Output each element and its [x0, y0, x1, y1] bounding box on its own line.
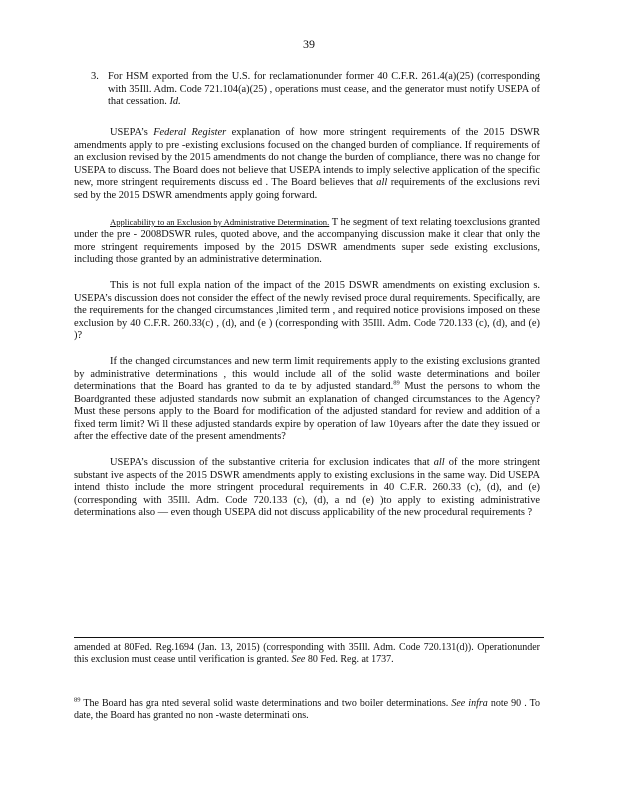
list-item-3	[91, 71, 540, 109]
footnote-divider	[74, 637, 544, 638]
paragraph-substantive-criteria: USEPA’s discussion of the substantive criteria for exclusion indicates that all of the more stringent substant ive aspects of the 2015 DSWR amendments apply to existing exclusions in the same way. Did USEPA intend thisto include the more stringent procedural requirements in 40 C.F.R. 260.33 (c), (d), and (e) (corresponding with 35Ill. Adm. Code 720.133 (c), (d), a nd (e) )to apply to existing administrative determinations also — even though USEPA did not discuss applicability of the new procedural requirements ?	[74, 457, 541, 519]
paragraph-impact: This is not full expla nation of the impact of the 2015 DSWR amendments on existing exclusion s. USEPA’s discussion does not consider the effect of the newly revised proce dural requirements. Specifically, are the requirements for the changed circumstances ,limited term , and required notice provisions imposed on these exclusion by 40 C.F.R. 260.33(c) , (d), and (e ) (corresponding with 35Ill. Adm. Code 720.133 (c), (d), and (e) )?	[74, 279, 540, 342]
main-text	[74, 127, 540, 533]
emphasis-all: all	[433, 457, 445, 469]
federal-register-title: Federal Register	[153, 127, 227, 138]
section-heading: Applicability to an Exclusion by Administrative Determination.	[110, 216, 330, 227]
footnote-continuation: amended at 80Fed. Reg.1694 (Jan. 13, 2015) (corresponding with 35Ill. Adm. Code 720.131(d)). Operationunder this exclusion must cease until verification is granted. See 80 Fed. Reg. at 1737.	[74, 642, 540, 666]
footnote-ref-89[interactable]: 89	[393, 379, 400, 387]
footnote-number: 89	[74, 696, 81, 704]
citation-id: Id.	[169, 96, 181, 108]
emphasis-all: all	[376, 177, 388, 189]
signal-see-infra: See infra	[451, 698, 488, 709]
paragraph-federal-register: USEPA’s Federal Register explanation of how more stringent requirements of the 2015 DSWR amendments apply to pre -existing exclusions focused on the changed burden of compliance. If requirements of an exclusion revised by the 2015 amendments do not change the burden of compliance, there was no change for USEPA to discuss. The Board does not believe that USEPA intends to imply selective application of the specific new, more stringent requirements discuss ed . The Board believes that all requirements of the exclusions revi sed by the 2015 DSWR amendments apply going forward.	[74, 127, 541, 201]
page-number: 39	[303, 37, 315, 51]
footnote-89: $^{89}$ The Board has gra nted several solid waste determinations and two boiler determinations. See infra note 90 . To date, the Board has granted no non -waste determinati ons.	[74, 696, 540, 722]
paragraph-changed-circumstances: If the changed circumstances and new term limit requirements apply to the existing exclusions granted by administrative determinations , this would include all of the solid waste determinations and boiler determinations that the Board has granted to da te by adjusted standard.$^{89}$ Must the persons to whom the Boardgranted these adjusted standards now submit an explanation of changed circumstances to the Agency? Must these persons apply to the Board for modification of the adjusted standard for review and addition of a fixed term limit? Wi ll these adjusted standards expire by operation of law 10years after the date they issued or after the effective date of the present amendments?	[74, 355, 540, 443]
signal-see: See	[291, 654, 306, 666]
list-item-text: For HSM exported from the U.S. for reclamationunder former 40 C.F.R. 261.4(a)(25) (corresponding with 35Ill. Adm. Code 721.104(a)(25) , operations must cease, and the generator must notify USEPA of that cessation. Id.	[108, 71, 540, 108]
paragraph-applicability: Applicability to an Exclusion by Administrative Determination. T he segment of text relating toexclusions granted under the pre - 2008DSWR rules, quoted above, and the accompanying discussion make it clear that only the more stringent requirements imposed by the 2015 DSWR amendments super sede existing exclusions, including those granted by an administrative determination.	[74, 216, 540, 266]
list-item-number: 3.	[91, 71, 99, 82]
